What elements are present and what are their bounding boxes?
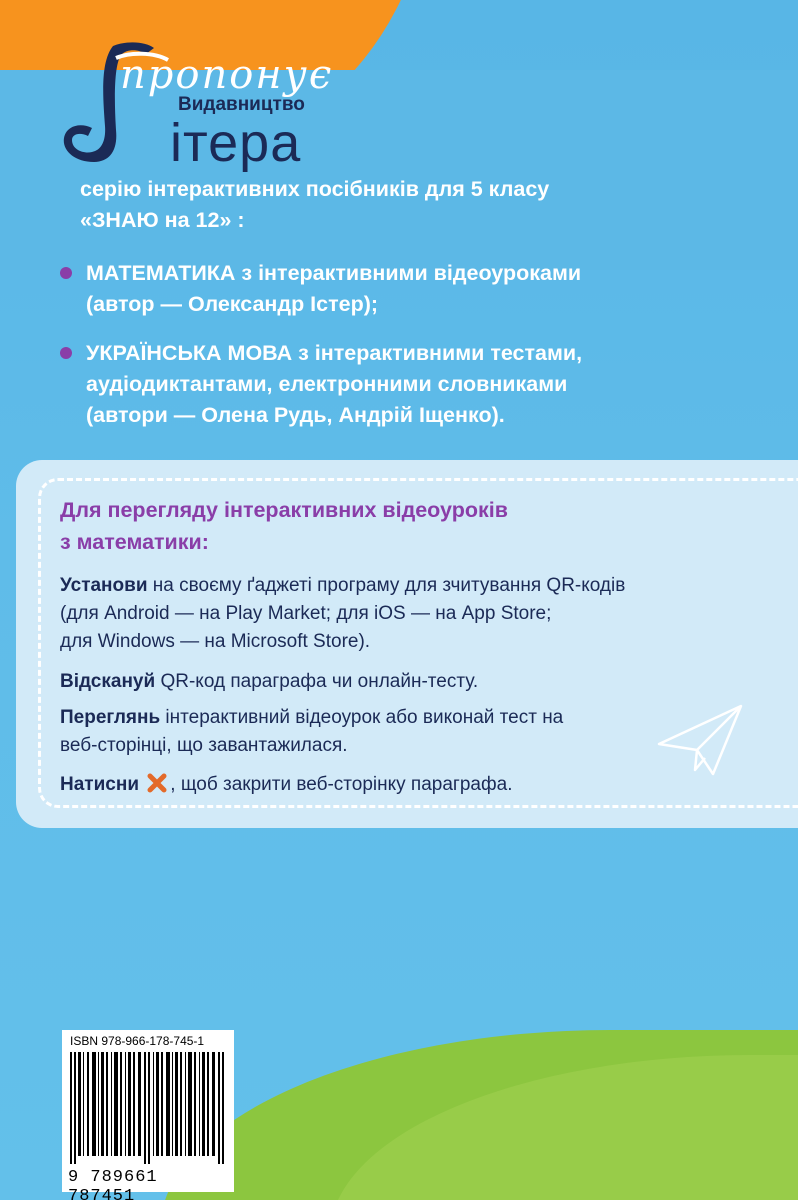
step-verb: Переглянь: [60, 707, 161, 728]
step-install: [60, 572, 625, 656]
step-text: інтерактивний відеоурок або виконай тест на: [160, 707, 564, 728]
step-verb: Установи: [60, 575, 148, 596]
intro-line-2: «ЗНАЮ на 12» :: [80, 208, 245, 232]
intro-text: [80, 174, 549, 236]
step-text: для Windows — на Microsoft Store).: [60, 631, 371, 652]
bullet-ukrainian: [60, 338, 582, 431]
instructions-heading: [60, 494, 508, 558]
isbn-label: ISBN 978-966-178-745-1: [70, 1034, 205, 1048]
step-text: , щоб закрити веб-сторінку параграфа.: [170, 774, 513, 795]
bullet-math: [60, 258, 581, 320]
logo-slogan: пропонує: [120, 52, 334, 98]
bullet-text: (автори — Олена Рудь, Андрій Іщенко).: [86, 403, 505, 427]
barcode-digits: 9 789661 787451: [68, 1168, 158, 1200]
bullet-title: МАТЕМАТИКА: [86, 261, 236, 285]
step-verb: Відскануй: [60, 671, 156, 692]
paper-plane-icon: [655, 700, 745, 780]
bullet-text: аудіодиктантами, електронними словниками: [86, 372, 568, 396]
intro-line-1: серію інтерактивних посібників для 5 класу: [80, 177, 550, 201]
isbn-barcode: [62, 1030, 234, 1200]
bullet-title: УКРАЇНСЬКА МОВА: [86, 341, 293, 365]
step-text: веб-сторінці, що завантажилася.: [60, 735, 348, 756]
bullet-dot-icon: [60, 347, 72, 359]
step-close: [60, 771, 512, 799]
step-text: (для Android — на Play Market; для iOS — на App Store;: [60, 603, 552, 624]
publisher-logo: [58, 34, 418, 174]
bullet-text: з інтерактивними відеоуроками: [235, 261, 582, 285]
logo-name: ітера: [170, 113, 302, 173]
step-text: QR-код параграфа чи онлайн-тесту.: [155, 671, 479, 692]
bullet-text: (автор — Олександр Істер);: [86, 292, 379, 316]
heading-line-1: Для перегляду інтерактивних відеоуроків: [60, 498, 508, 522]
step-scan: [60, 668, 478, 696]
heading-line-2: з математики:: [60, 530, 209, 554]
bullet-text: з інтерактивними тестами,: [292, 341, 583, 365]
logo-publisher-label: Видавництво: [178, 94, 305, 115]
close-x-icon: [146, 772, 168, 794]
step-view: [60, 704, 563, 760]
step-verb: Натисни: [60, 774, 139, 795]
step-text: на своєму ґаджеті програму для зчитування QR-кодів: [147, 575, 626, 596]
barcode-bars-icon: [68, 1052, 228, 1164]
bullet-dot-icon: [60, 267, 72, 279]
